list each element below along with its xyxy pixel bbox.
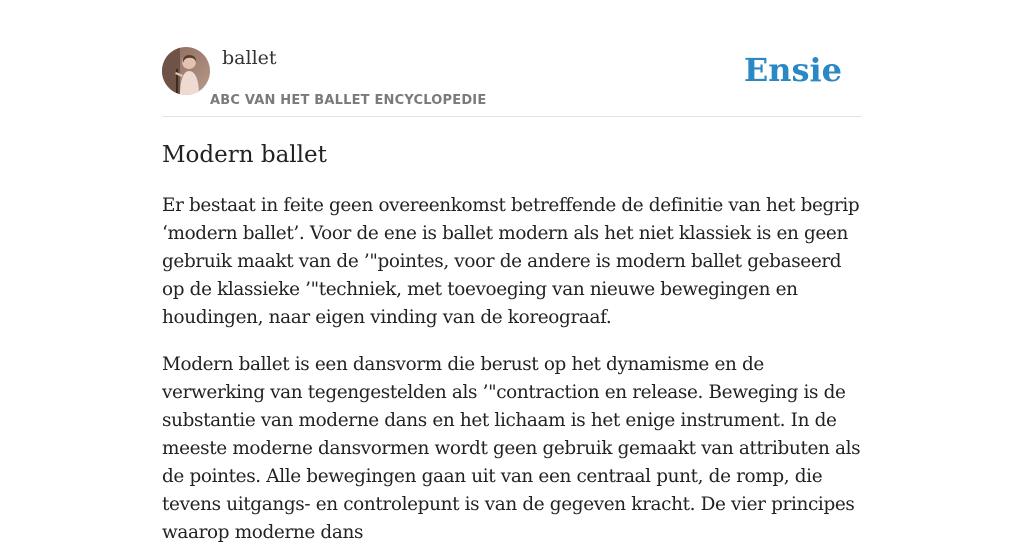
author-name[interactable]: ballet — [222, 47, 277, 69]
avatar[interactable] — [162, 47, 210, 95]
brand-logo[interactable]: Ensie — [743, 51, 842, 89]
page — [162, 0, 862, 543]
header — [162, 0, 862, 117]
book-title[interactable]: ABC VAN HET BALLET ENCYCLOPEDIE — [210, 93, 487, 108]
article-paragraph: Er bestaat in feite geen overeenkomst betreffende de definitie van het begrip ‘modern ballet’. Voor de ene is ballet modern als het niet klassiek is en geen gebruik maakt van de ’"pointes, voor de andere is modern ballet gebaseerd op de klassieke ’"techniek, met toevoeging van nieuwe bewegingen en houdingen, naar eigen vinding van de koreograaf. — [162, 195, 860, 328]
avatar-photo-icon — [162, 47, 210, 95]
article-paragraph: Modern ballet is een dansvorm die berust op het dynamisme en de verwerking van tegengestelden als ’"contraction en release. Beweging is de substantie van moderne dans en het lichaam is het enige instrument. In de meeste moderne dansvormen wordt geen gebruik gemaakt van attributen als de pointes. Alle bewegingen gaan uit van een centraal punt, de romp, die tevens uitgangs- en controlepunt is van de gegeven kracht. De vier principes waarop moderne dans — [162, 354, 861, 543]
article-title: Modern ballet — [162, 142, 327, 168]
